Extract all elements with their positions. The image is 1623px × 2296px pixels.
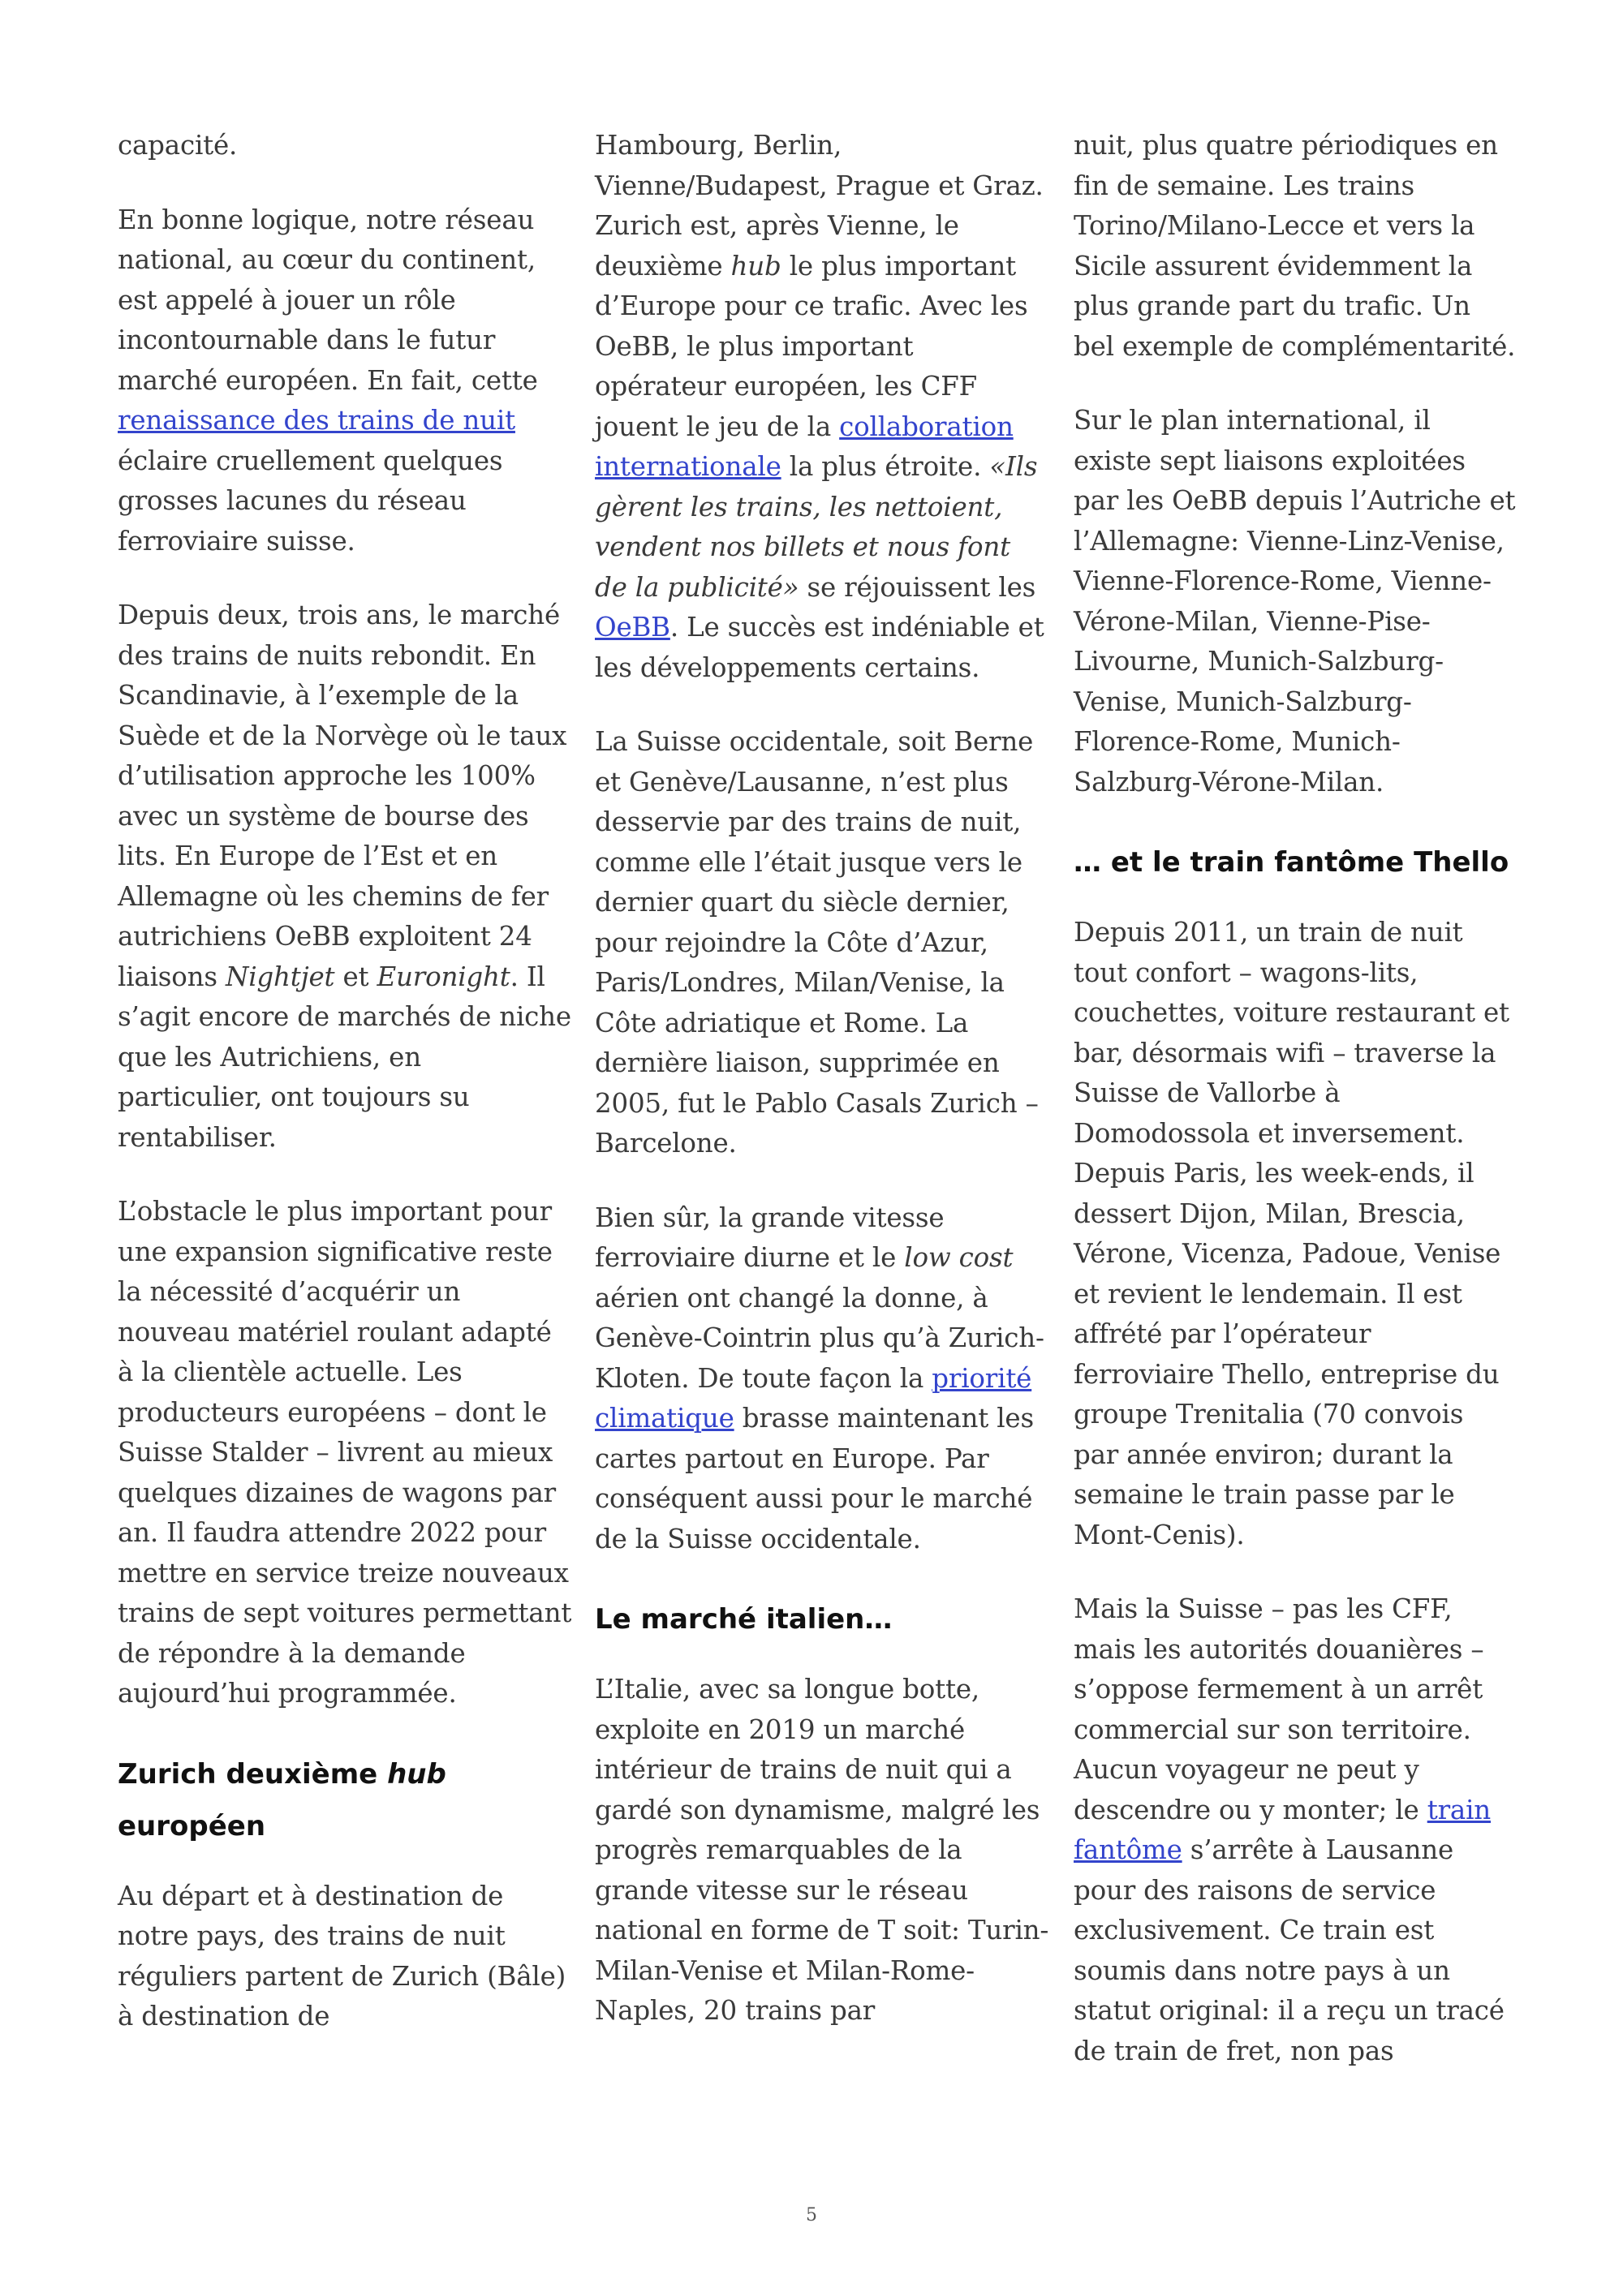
page-number: 5: [806, 2205, 817, 2225]
link-priorite-climatique[interactable]: priorité climatique: [595, 1362, 1032, 1434]
link-collaboration-internationale[interactable]: collaboration internationale: [595, 411, 1014, 482]
paragraph: Depuis deux, trois ans, le marché des trains de nuits rebondit. En Scandinavie, à l’exemple de la Suède et de la Norvège où le taux d’utilisation approche les 100% avec un système de bourse des lits. En Europe de l’Est et en Allemagne où les chemins de fer autrichiens OeBB exploitent 24 liaisons Nightjet et Euronight. Il s’agit encore de marchés de niche que les Autrichiens, en particulier, ont toujours su rentabiliser.: [118, 600, 571, 1153]
paragraph: Depuis 2011, un train de nuit tout confort – wagons-lits, couchettes, voiture restaurant et bar, désormais wifi – traverse la Suisse de Vallorbe à Domodossola et inversement. Depuis Paris, les week-ends, il dessert Dijon, Milan, Brescia, Vérone, Vicenza, Padoue, Venise et revient le lendemain. Il est affrété par l’opérateur ferroviaire Thello, entreprise du groupe Trenitalia (70 convois par année environ; durant la semaine le train passe par le Mont-Cenis).: [1074, 917, 1509, 1550]
paragraph: La Suisse occidentale, soit Berne et Genève/Lausanne, n’est plus desservie par des trains de nuit, comme elle l’était jusque vers le dernier quart du siècle dernier, pour rejoindre la Côte d’Azur, Paris/Londres, Milan/Venise, la Côte adriatique et Rome. La dernière liaison, supprimée en 2005, fut le Pablo Casals Zurich – Barcelone.: [595, 726, 1039, 1159]
column-1: [118, 126, 572, 2071]
paragraph: Bien sûr, la grande vitesse ferroviaire diurne et le low cost aérien ont changé la donne, à Genève-Cointrin plus qu’à Zurich-Kloten. De toute façon la priorité climatique brasse maintenant les cartes partout en Europe. Par conséquent aussi pour le marché de la Suisse occidentale.: [595, 1202, 1044, 1554]
paragraph: Mais la Suisse – pas les CFF, mais les autorités douanières – s’oppose fermement à un arrêt commercial sur son territoire. Aucun voyageur ne peut y descendre ou y monter; le train fantôme s’arrête à Lausanne pour des raisons de service exclusivement. Ce train est soumis dans notre pays à un statut original: il a reçu un tracé de train de fret, non pas: [1074, 1593, 1505, 2066]
paragraph: Hambourg, Berlin, Vienne/Budapest, Prague et Graz. Zurich est, après Vienne, le deuxième hub le plus important d’Europe pour ce trafic. Avec les OeBB, le plus important opérateur européen, les CFF jouent le jeu de la collaboration internationale la plus étroite. «Ils gèrent les trains, les nettoient, vendent nos billets et nous font de la publicité» se réjouissent les OeBB. Le succès est indéniable et les développements certains.: [595, 130, 1044, 683]
section-heading: Zurich deuxième hub européen: [118, 1757, 446, 1842]
paragraph: Sur le plan international, il existe sept liaisons exploitées par les OeBB depuis l’Autriche et l’Allemagne: Vienne-Linz-Venise, Vienne-Florence-Rome, Vienne-Vérone-Milan, Vienne-Pise-Livourne, Munich-Salzburg-Venise, Munich-Salzburg-Florence-Rome, Munich-Salzburg-Vérone-Milan.: [1074, 405, 1516, 798]
section-heading: Le marché italien…: [595, 1603, 893, 1636]
paragraph: L’obstacle le plus important pour une expansion significative reste la nécessité d’acquérir un nouveau matériel roulant adapté à la clientèle actuelle. Les producteurs européens – dont le Suisse Stalder – livrent au mieux quelques dizaines de wagons par an. Il faudra attendre 2022 pour mettre en service treize nouveaux trains de sept voitures permettant de répondre à la demande aujourd’hui programmée.: [118, 1196, 572, 1709]
link-oebb[interactable]: OeBB: [595, 612, 670, 643]
column-2: [595, 126, 1049, 2066]
paragraph: L’Italie, avec sa longue botte, exploite en 2019 un marché intérieur de trains de nuit qui a gardé son dynamisme, malgré les progrès remarquables de la grande vitesse sur le réseau national en forme de T soit: Turin-Milan-Venise et Milan-Rome-Naples, 20 trains par: [595, 1674, 1049, 2026]
paragraph: nuit, plus quatre périodiques en fin de semaine. Les trains Torino/Milano-Lecce et vers la Sicile assurent évidemment la plus grande part du trafic. Un bel exemple de complémentarité.: [1074, 130, 1516, 362]
paragraph: Au départ et à destination de notre pays, des trains de nuit réguliers partent de Zurich (Bâle) à destination de: [118, 1880, 566, 2032]
link-renaissance-trains-de-nuit[interactable]: renaissance des trains de nuit: [118, 405, 515, 436]
column-3: [1074, 126, 1516, 2105]
paragraph: En bonne logique, notre réseau national, au cœur du continent, est appelé à jouer un rôle incontournable dans le futur marché européen. En fait, cette renaissance des trains de nuit éclaire cruellement quelques grosses lacunes du réseau ferroviaire suisse.: [118, 204, 538, 557]
link-train-fantome[interactable]: train fantôme: [1074, 1794, 1492, 1865]
paragraph: capacité.: [118, 130, 238, 161]
section-heading: … et le train fantôme Thello: [1074, 846, 1509, 879]
